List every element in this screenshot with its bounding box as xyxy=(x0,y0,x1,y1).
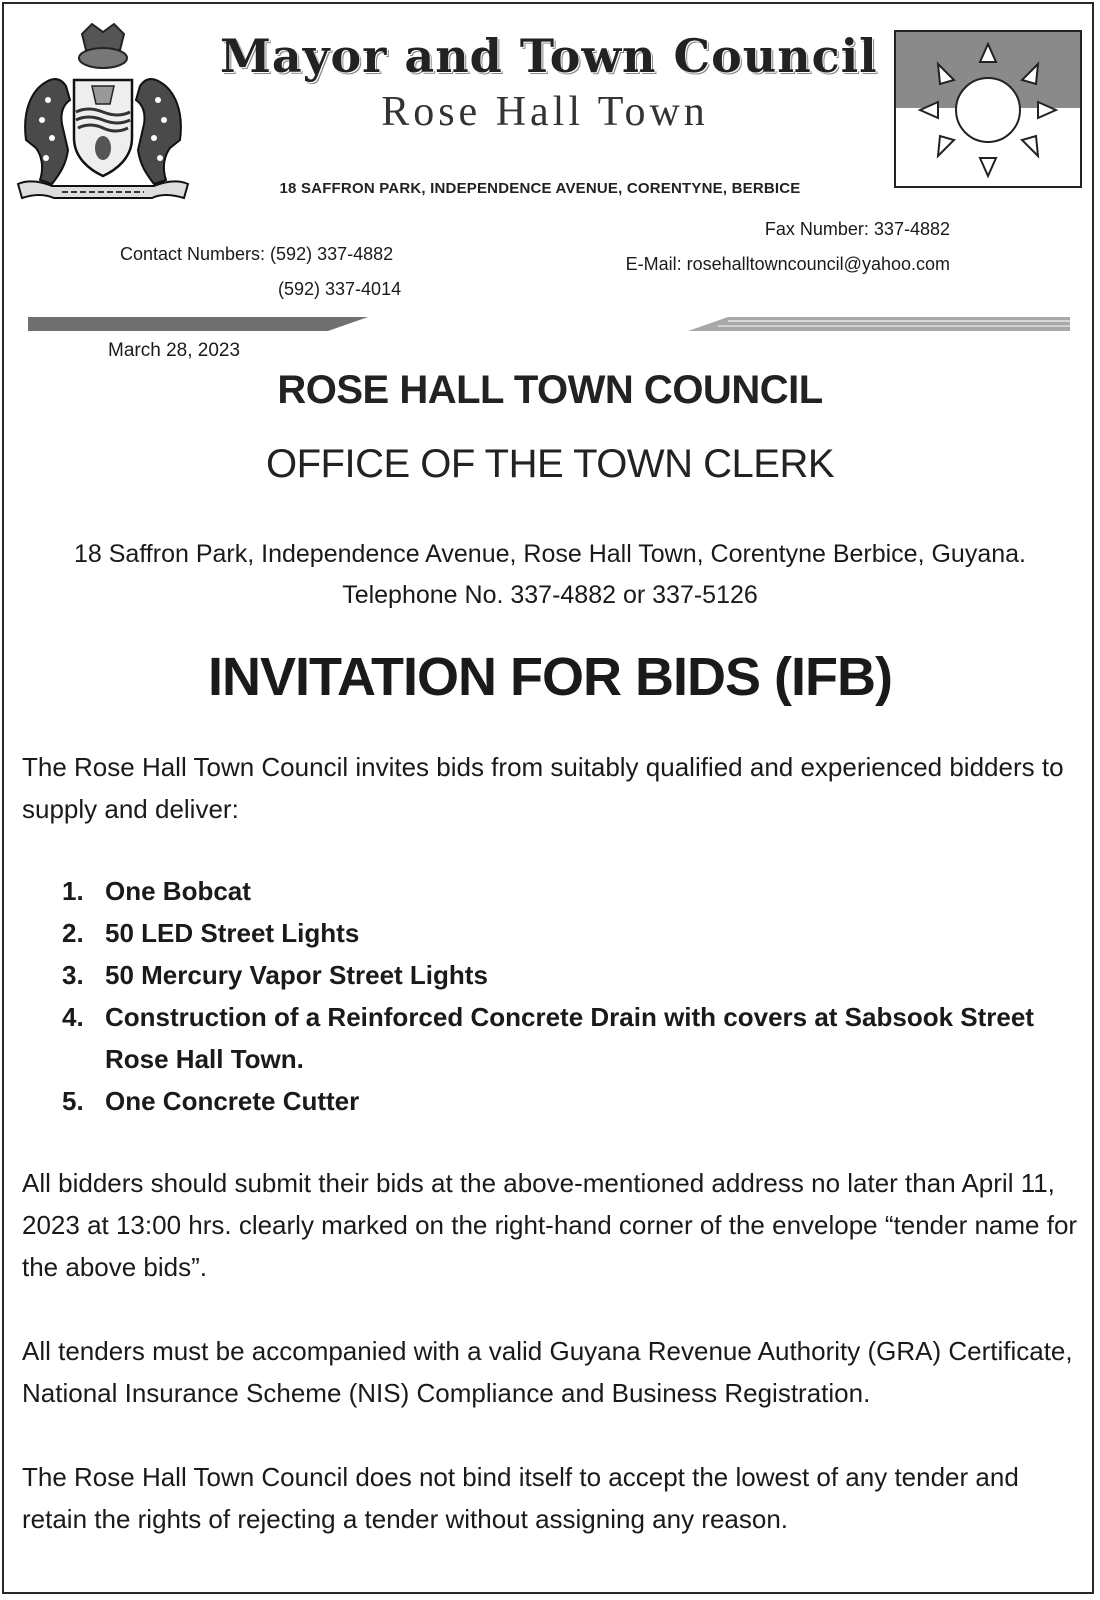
list-item-text: One Concrete Cutter xyxy=(105,1086,360,1116)
list-item-number: 1. xyxy=(62,876,84,906)
contact-numbers: Contact Numbers: (592) 337-4882 xyxy=(120,244,394,264)
requirements-paragraph: All tenders must be accompanied with a valid Guyana Revenue Authority (GRA) Certificate, National Insurance Scheme (NIS) Compliance and Business Registration. xyxy=(22,1336,1073,1408)
bid-items-list xyxy=(0,870,1100,1122)
list-item-number: 3. xyxy=(62,960,84,990)
list-item xyxy=(0,954,1100,996)
list-item xyxy=(0,912,1100,954)
council-heading: ROSE HALL TOWN COUNCIL xyxy=(277,368,823,412)
masthead-title: Mayor and Town Council xyxy=(220,29,878,83)
header-divider xyxy=(28,315,1070,331)
contact-number-secondary: (592) 337-4014 xyxy=(278,279,402,299)
masthead-address: 18 SAFFRON PARK, INDEPENDENCE AVENUE, CORENTYNE, BERBICE xyxy=(279,180,801,197)
office-heading: OFFICE OF THE TOWN CLERK xyxy=(265,442,835,486)
sun-emblem-flag-icon xyxy=(894,30,1082,188)
list-item-text: 50 LED Street Lights xyxy=(105,918,360,948)
email-address: E-Mail: rosehalltowncouncil@yahoo.com xyxy=(625,254,950,274)
list-item xyxy=(0,1080,1100,1122)
list-item-number: 4. xyxy=(62,1002,84,1032)
fax-number: Fax Number: 337-4882 xyxy=(764,219,950,239)
list-item-text: 50 Mercury Vapor Street Lights xyxy=(105,960,488,990)
intro-paragraph: The Rose Hall Town Council invites bids from suitably qualified and experienced bidders to supply and deliver: xyxy=(22,752,1064,824)
list-item-number: 2. xyxy=(62,918,84,948)
list-item-text: One Bobcat xyxy=(105,876,251,906)
submission-paragraph: All bidders should submit their bids at the above-mentioned address no later than April 11, 2023 at 13:00 hrs. clearly marked on the right-hand corner of the envelope “tender name for the above bids”. xyxy=(22,1168,1078,1282)
office-address: 18 Saffron Park, Independence Avenue, Rose Hall Town, Corentyne Berbice, Guyana. xyxy=(73,540,1026,568)
list-item-text: Construction of a Reinforced Concrete Drain with covers at Sabsook Street Rose Hall Town. xyxy=(105,1002,1034,1074)
list-item xyxy=(0,870,1100,912)
office-telephone: Telephone No. 337-4882 or 337-5126 xyxy=(342,581,758,609)
letter-date: March 28, 2023 xyxy=(108,340,241,361)
masthead xyxy=(220,28,878,136)
disclaimer-paragraph: The Rose Hall Town Council does not bind itself to accept the lowest of any tender and retain the rights of rejecting a tender without assigning any reason. xyxy=(22,1462,1019,1534)
list-item xyxy=(0,996,1100,1080)
list-item-number: 5. xyxy=(62,1086,84,1116)
masthead-subtitle: Rose Hall Town xyxy=(381,89,709,135)
notice-title: INVITATION FOR BIDS (IFB) xyxy=(208,647,892,707)
coat-of-arms-icon xyxy=(12,20,194,202)
